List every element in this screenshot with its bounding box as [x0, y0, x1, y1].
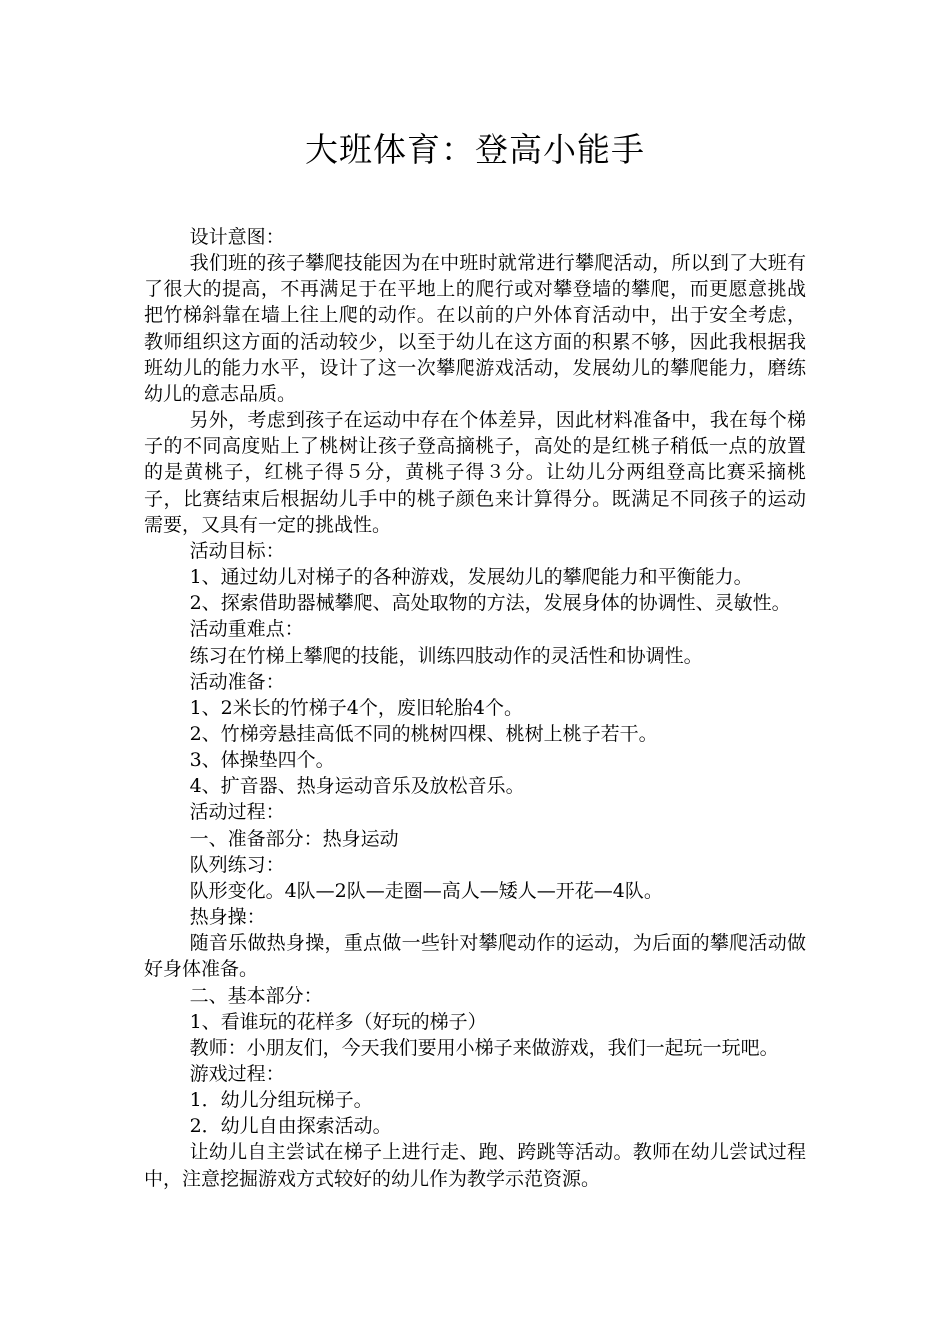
document-body [144, 224, 806, 1192]
paragraph: 活动准备： [189, 670, 285, 693]
paragraph: 随音乐做热身操，重点做一些针对攀爬动作的运动，为后面的攀爬活动做好身体准备。 [144, 932, 806, 981]
paragraph: 热身操： [189, 906, 266, 929]
paragraph: 1、通过幼儿对梯子的各种游戏，发展幼儿的攀爬能力和平衡能力。 [189, 566, 753, 589]
paragraph: 教师：小朋友们，今天我们要用小梯子来做游戏，我们一起玩一玩吧。 [189, 1036, 779, 1059]
paragraph: 3、体操垫四个。 [189, 749, 335, 772]
paragraph: 2、竹梯旁悬挂高低不同的桃树四棵、桃树上桃子若干。 [189, 722, 658, 745]
paragraph: 活动重难点： [189, 618, 304, 641]
paragraph: 游戏过程： [189, 1063, 285, 1085]
paragraph: 设计意图： [189, 226, 285, 248]
paragraph: 1、2米长的竹梯子4个，废旧轮胎4个。 [189, 696, 523, 719]
paragraph: 让幼儿自主尝试在梯子上进行走、跑、跨跳等活动。教师在幼儿尝试过程中，注意挖掘游戏方式较好的幼儿作为教学示范资源。 [144, 1141, 806, 1190]
paragraph: 2．幼儿自由探索活动。 [189, 1115, 392, 1138]
paragraph: 1．幼儿分组玩梯子。 [189, 1089, 373, 1112]
paragraph: 1、看谁玩的花样多（好玩的梯子） [189, 1010, 487, 1033]
paragraph: 另外，考虑到孩子在运动中存在个体差异，因此材料准备中，我在每个梯子的不同高度贴上了桃树让孩子登高摘桃子，高处的是红桃子稍低一点的放置的是黄桃子，红桃子得５分，黄桃子得３分。让幼儿分两组登高比赛采摘桃子，比赛结束后根据幼儿手中的桃子颜色来计算得分。既满足不同孩子的运动需要，又具有一定的挑战性。 [144, 409, 806, 536]
paragraph: 二、基本部分： [189, 984, 323, 1007]
paragraph: 活动目标： [189, 539, 285, 562]
paragraph: 队形变化。4队—2队—走圈—高人—矮人—开花—4队。 [189, 879, 663, 902]
paragraph: 一、准备部分：热身运动 [189, 827, 399, 850]
paragraph: 活动过程： [189, 801, 285, 824]
paragraph: 队列练习： [189, 853, 285, 876]
paragraph: 4、扩音器、热身运动音乐及放松音乐。 [189, 775, 525, 798]
document-title: 大班体育：登高小能手 [305, 130, 645, 169]
paragraph: 我们班的孩子攀爬技能因为在中班时就常进行攀爬活动，所以到了大班有了很大的提高，不再满足于在平地上的爬行或对攀登墙的攀爬，而更愿意挑战把竹梯斜靠在墙上往上爬的动作。在以前的户外体育活动中，出于安全考虑，教师组织这方面的活动较少，以至于幼儿在这方面的积累不够，因此我根据我班幼儿的能力水平，设计了这一次攀爬游戏活动，发展幼儿的攀爬能力，磨练幼儿的意志品质。 [144, 252, 806, 405]
paragraph: 2、探索借助器械攀爬、高处取物的方法，发展身体的协调性、灵敏性。 [189, 592, 791, 615]
paragraph: 练习在竹梯上攀爬的技能，训练四肢动作的灵活性和协调性。 [189, 644, 703, 667]
